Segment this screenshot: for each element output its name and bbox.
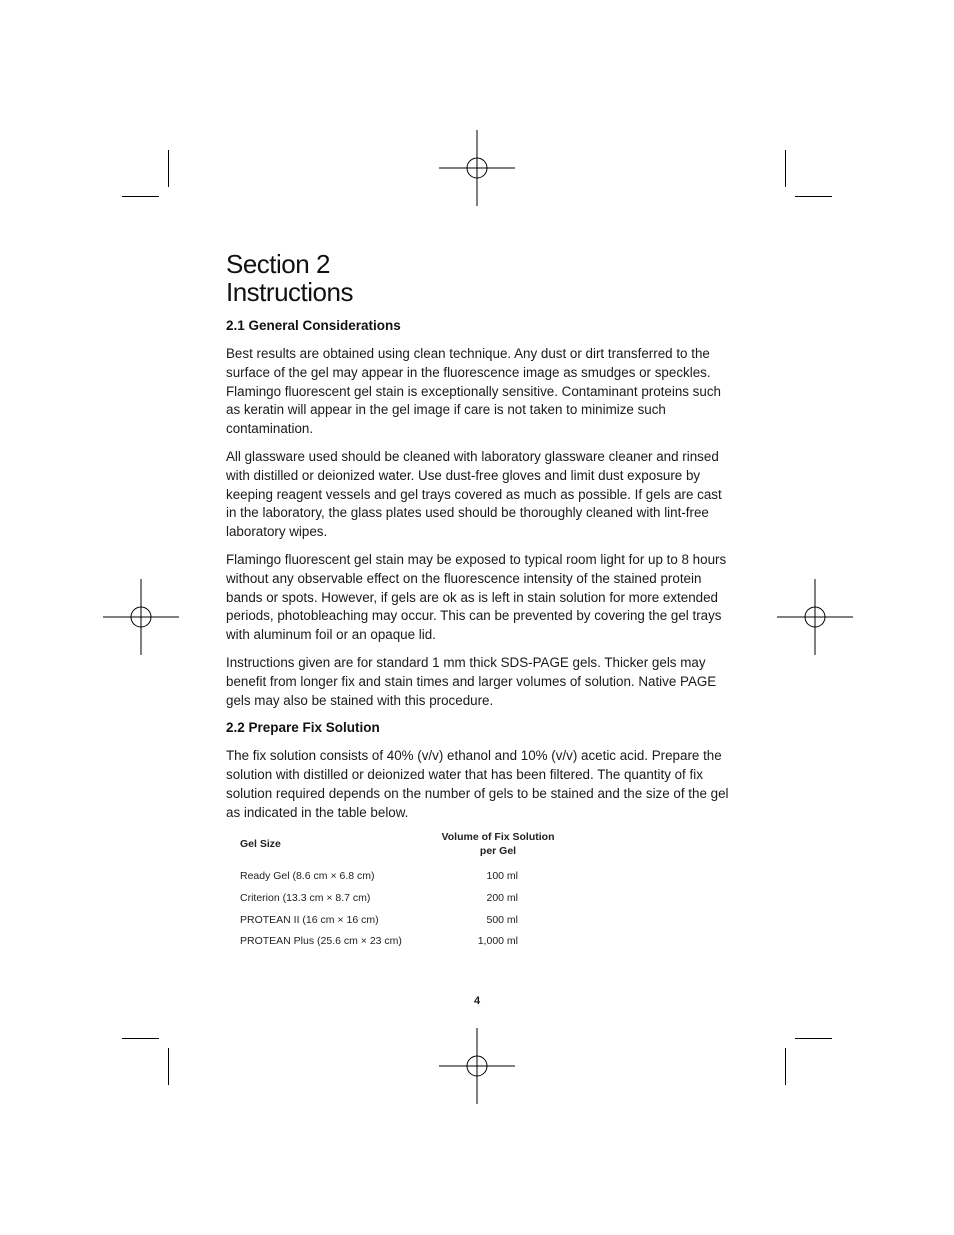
crop-mark-bottom-left-vertical <box>168 1048 169 1085</box>
heading-general-considerations: 2.1 General Considerations <box>226 318 401 333</box>
page-content <box>226 250 731 832</box>
crop-mark-top-right-horizontal <box>795 196 832 197</box>
cell-volume: 1,000 ml <box>477 935 518 948</box>
page-number: 4 <box>473 995 481 1007</box>
section-title-line1: Section 2 <box>226 249 330 279</box>
heading-prepare-fix-solution: 2.2 Prepare Fix Solution <box>226 720 380 736</box>
cell-volume: 500 ml <box>486 913 518 926</box>
section-title <box>226 250 731 306</box>
table-row <box>240 892 570 914</box>
paragraph-room-light: Flamingo fluorescent gel stain may be exposed to typical room light for up to 8 hours without any observable effect on the fluorescence intensity of the stained protein bands or spots. However, if gels are ok as is left in stain solution for more extended periods, photobleaching may occur. This can be prevented by covering the gel trays with aluminum foil or an opaque lid. <box>226 551 727 643</box>
cell-gel-size: PROTEAN Plus (25.6 cm × 23 cm) <box>240 935 402 948</box>
table-header <box>240 830 570 870</box>
crop-mark-top-left-horizontal <box>122 196 159 197</box>
cell-gel-size: Ready Gel (8.6 cm × 6.8 cm) <box>240 870 375 882</box>
header-volume <box>428 830 568 858</box>
table-row <box>240 870 570 892</box>
paragraph-fix-solution: The fix solution consists of 40% (v/v) ethanol and 10% (v/v) acetic acid. Prepare the solution with distilled or deionized water that has been filtered. The quantity of fix solution required depends on the number of gels to be stained and the size of the gel as indicated in the table below. <box>226 748 729 820</box>
paragraph-gel-thickness: Instructions given are for standard 1 mm thick SDS-PAGE gels. Thicker gels may benefit from longer fix and stain times and larger volumes of solution. Native PAGE gels may also be stained with this procedure. <box>226 654 717 708</box>
cell-volume: 200 ml <box>486 891 518 904</box>
crop-mark-bottom-right-vertical <box>785 1048 786 1085</box>
cell-gel-size: PROTEAN II (16 cm × 16 cm) <box>240 913 379 926</box>
paragraph-glassware: All glassware used should be cleaned with laboratory glassware cleaner and rinsed with distilled or deionized water. Use dust-free gloves and limit dust exposure by keeping reagent vessels and gel trays covered as much as possible. If gels are cast in the laboratory, the glass plates used should be thoroughly cleaned with lint-free laboratory wipes. <box>226 448 722 540</box>
header-volume-line1: Volume of Fix Solution <box>441 831 555 843</box>
crop-mark-bottom-left-horizontal <box>122 1038 159 1039</box>
crop-mark-top-right-vertical <box>785 150 786 187</box>
registration-mark-left-icon <box>103 579 179 655</box>
cell-gel-size: Criterion (13.3 cm × 8.7 cm) <box>240 891 371 904</box>
fix-solution-table <box>240 830 570 957</box>
cell-volume: 100 ml <box>486 870 518 882</box>
table-row <box>240 914 570 936</box>
crop-mark-top-left-vertical <box>168 150 169 187</box>
header-volume-line2: per Gel <box>479 845 517 857</box>
registration-mark-bottom-icon <box>439 1028 515 1104</box>
header-gel-size: Gel Size <box>240 838 281 850</box>
table-row <box>240 935 570 957</box>
crop-mark-bottom-right-horizontal <box>795 1038 832 1039</box>
section-title-line2: Instructions <box>226 277 353 307</box>
paragraph-clean-technique: Best results are obtained using clean technique. Any dust or dirt transferred to the surface of the gel may appear in the fluorescence image as smudges or speckles. Flamingo fluorescent gel stain is exceptionally sensitive. Contaminant proteins such as keratin will appear in the gel image if care is not taken to minimize such contamination. <box>226 346 721 437</box>
registration-mark-right-icon <box>777 579 853 655</box>
registration-mark-top-icon <box>439 130 515 206</box>
